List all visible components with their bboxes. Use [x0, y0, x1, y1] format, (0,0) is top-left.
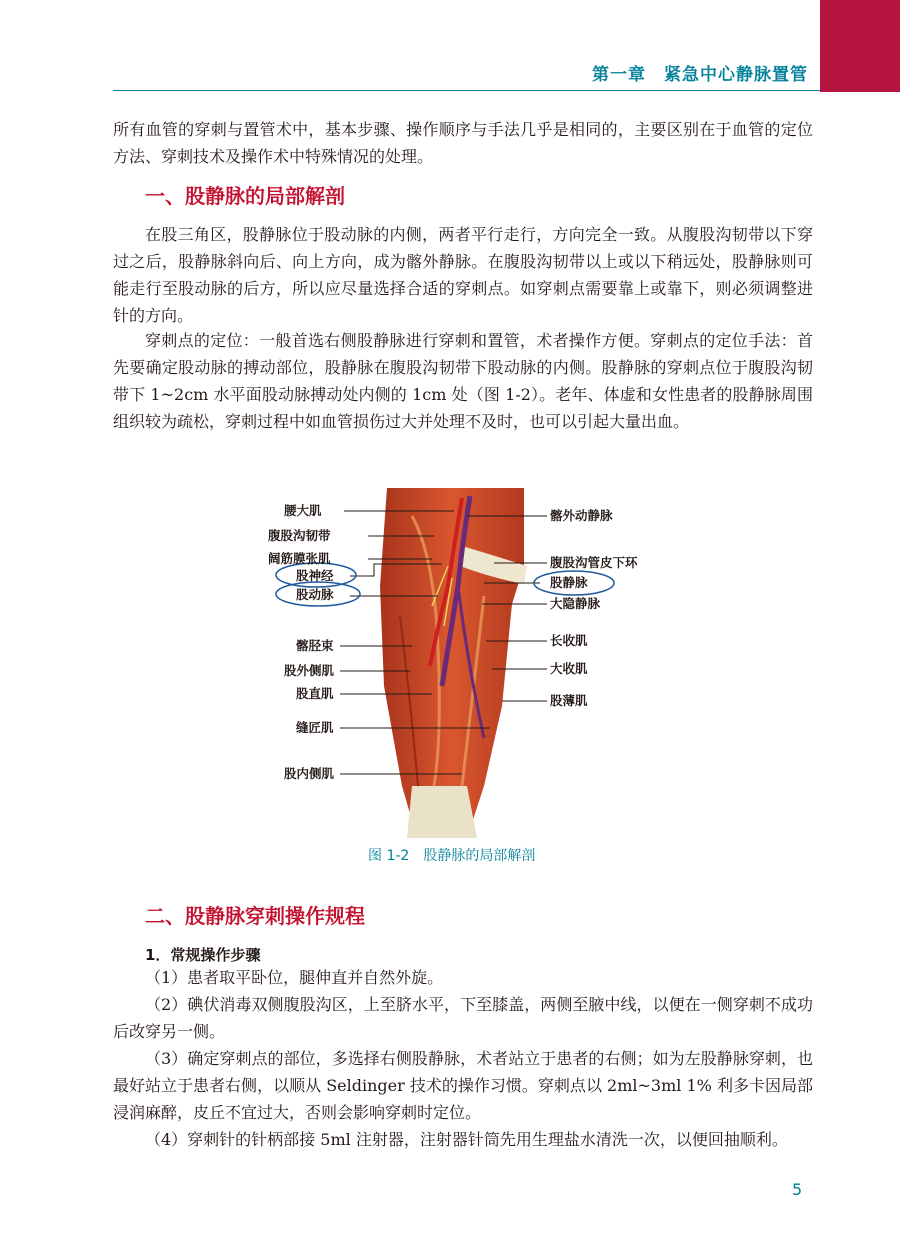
- label-adductor-magnus: 大收肌: [550, 661, 588, 676]
- label-great-saphenous-vein: 大隐静脉: [550, 596, 601, 611]
- intro-paragraph: 所有血管的穿刺与置管术中，基本步骤、操作顺序与手法几乎是相同的，主要区别在于血管的定位方法、穿刺技术及操作术中特殊情况的处理。: [113, 120, 813, 166]
- label-femoral-artery: 股动脉: [296, 587, 334, 602]
- label-femoral-nerve: 股神经: [296, 568, 334, 583]
- step-3: （3）确定穿刺点的部位，多选择右侧股静脉，术者站立于患者的右侧；如为左股静脉穿刺，也最好站立于患者右侧，以顺从 Seldinger 技术的操作习惯。穿刺点以 2ml~3ml 1% 利多卡因局部浸润麻醉，皮丘不宜过大，否则会影响穿刺时定位。: [113, 1049, 813, 1122]
- label-tensor-fasciae-latae: 阔筋膜张肌: [268, 551, 331, 566]
- label-adductor-longus: 长收肌: [550, 633, 588, 648]
- label-femoral-vein: 股静脉: [550, 575, 588, 590]
- label-iliotibial-tract: 髂胫束: [296, 638, 334, 653]
- label-superficial-inguinal-ring: 腹股沟管皮下环: [550, 555, 638, 570]
- subheading-routine-steps: 1．常规操作步骤: [145, 946, 261, 964]
- figure-caption: 图 1-2 股静脉的局部解剖: [368, 848, 536, 864]
- label-sartorius: 缝匠肌: [296, 720, 334, 735]
- label-psoas: 腰大肌: [284, 503, 322, 518]
- page-number: 5: [792, 1180, 803, 1199]
- section-heading-1: 一、股静脉的局部解剖: [145, 184, 345, 208]
- label-rectus-femoris: 股直肌: [296, 686, 334, 701]
- step-1: （1）患者取平卧位，腿伸直并自然外旋。: [145, 968, 444, 987]
- section-heading-2: 二、股静脉穿刺操作规程: [145, 904, 365, 928]
- anatomy-paragraph-2: 穿刺点的定位：一般首选右侧股静脉进行穿刺和置管，术者操作方便。穿刺点的定位手法：首先要确定股动脉的搏动部位，股静脉在腹股沟韧带下股动脉的内侧。股静脉的穿刺点位于腹股沟韧带下 1~2cm 水平面股动脉搏动处内侧的 1cm 处（图 1-2）。老年、体虚和女性患者的股静脉周围组织较为疏松，穿刺过程中如血管损伤过大并处理不及时，也可以引起大量出血。: [113, 331, 813, 431]
- step-2: （2）碘伏消毒双侧腹股沟区，上至脐水平，下至膝盖，两侧至腋中线，以便在一侧穿刺不成功后改穿另一侧。: [113, 995, 813, 1041]
- chapter-color-tab: [820, 0, 900, 92]
- step-4: （4）穿刺针的针柄部接 5ml 注射器，注射器针筒先用生理盐水清洗一次，以便回抽顺利。: [145, 1130, 788, 1149]
- label-gracilis: 股薄肌: [550, 693, 588, 708]
- label-vastus-medialis: 股内侧肌: [284, 766, 335, 781]
- header-divider: [113, 90, 820, 91]
- anatomy-paragraph-1: 在股三角区，股静脉位于股动脉的内侧，两者平行走行，方向完全一致。从腹股沟韧带以下穿过之后，股静脉斜向后、向上方向，成为髂外静脉。在腹股沟韧带以上或以下稍远处，股静脉则可能走行至股动脉的后方，所以应尽量选择合适的穿刺点。如穿刺点需要靠上或靠下，则必须调整进针的方向。: [113, 225, 813, 325]
- label-vastus-lateralis: 股外侧肌: [284, 663, 335, 678]
- anatomy-figure: [262, 486, 662, 838]
- label-inguinal-ligament: 腹股沟韧带: [268, 528, 331, 543]
- chapter-header: 第一章 紧急中心静脉置管: [592, 65, 808, 85]
- label-external-iliac-vessels: 髂外动静脉: [550, 508, 613, 523]
